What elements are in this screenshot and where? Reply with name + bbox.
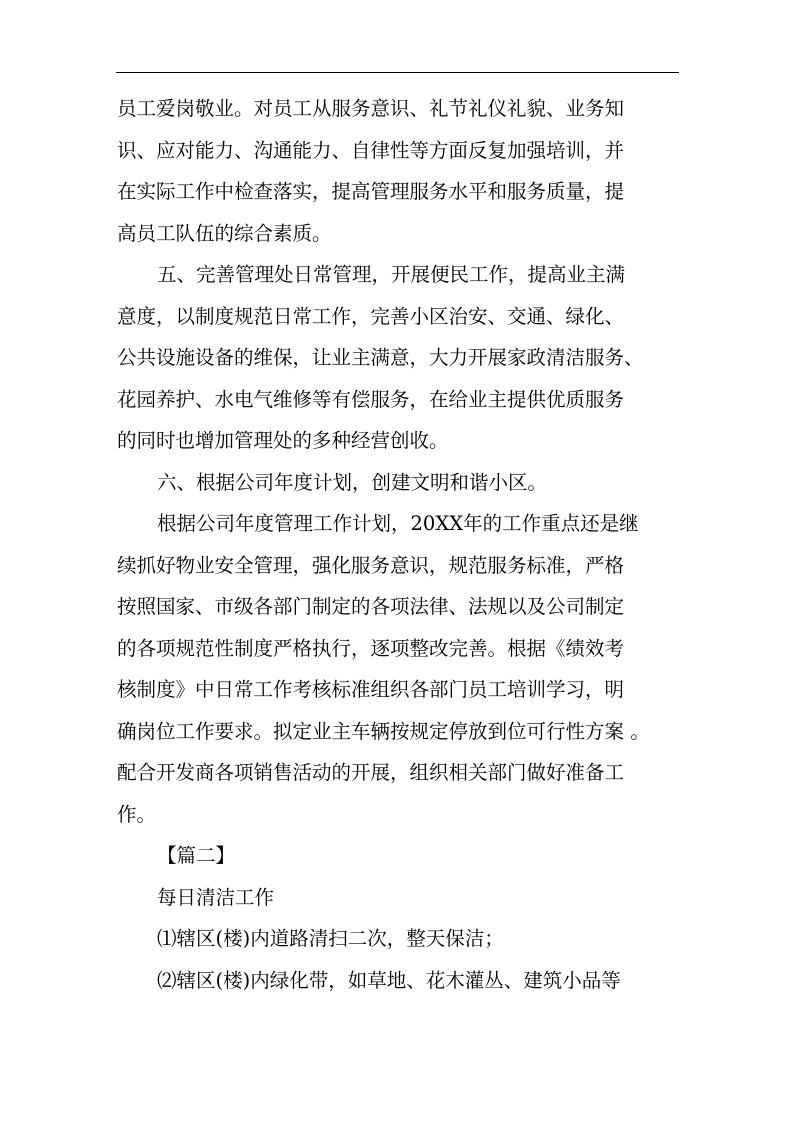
text-line: 续抓好物业安全管理，强化服务意识，规范服务标准，严格 xyxy=(117,553,625,577)
text-line: 六、根据公司年度计划，创建文明和谐小区。 xyxy=(157,470,548,494)
paragraph xyxy=(117,254,680,462)
header-rule xyxy=(116,72,679,73)
document-body xyxy=(117,88,680,1001)
text-line: 根据公司年度管理工作计划，20XX年的工作重点还是继 xyxy=(157,512,639,535)
text-line: 【篇二】 xyxy=(157,844,236,867)
text-line: 高员工队伍的综合素质。 xyxy=(117,221,332,245)
paragraph xyxy=(117,88,680,254)
text-line: 的同时也增加管理处的多种经营创收。 xyxy=(117,429,449,452)
text-line: 核制度》中日常工作考核标准组织各部门员工培训学习，明 xyxy=(117,678,625,701)
text-line: 员工爱岗敬业。对员工从服务意识、礼节礼仪礼貌、业务知 xyxy=(117,97,625,120)
text-line: 识、应对能力、沟通能力、自律性等方面反复加强培训，并 xyxy=(117,138,625,162)
text-line: 确岗位工作要求。拟定业主车辆按规定停放到位可行性方案 。 xyxy=(117,719,650,743)
text-line: 花园养护、水电气维修等有偿服务，在给业主提供优质服务 xyxy=(117,387,625,411)
text-line: 意度，以制度规范日常工作，完善小区治安、交通、绿化、 xyxy=(117,304,625,328)
text-line: 在实际工作中检查落实，提高管理服务水平和服务质量，提 xyxy=(117,180,625,203)
paragraph xyxy=(117,462,680,504)
text-line: 作。 xyxy=(117,802,157,826)
list-item xyxy=(117,960,680,1002)
text-line: ⑴辖区(楼)内道路清扫二次，整天保洁； xyxy=(157,927,504,950)
text-line: ⑵辖区(楼)内绿化带，如草地、花木灌丛、建筑小品等 xyxy=(157,968,621,992)
text-line: 配合开发商各项销售活动的开展，组织相关部门做好准备工 xyxy=(117,761,625,784)
text-line: 的各项规范性制度严格执行，逐项整改完善。根据《绩效考 xyxy=(117,636,625,660)
paragraph xyxy=(117,503,680,835)
text-line: 五、完善管理处日常管理，开展便民工作，提高业主满 xyxy=(157,263,626,286)
text-line: 按照国家、市级各部门制定的各项法律、法规以及公司制定 xyxy=(117,595,625,618)
text-line: 公共设施设备的维保，让业主满意，大力开展家政清洁服务、 xyxy=(117,346,644,369)
section-heading xyxy=(117,835,680,877)
list-item xyxy=(117,918,680,960)
subheading xyxy=(117,877,680,919)
text-line: 每日清洁工作 xyxy=(157,885,275,909)
